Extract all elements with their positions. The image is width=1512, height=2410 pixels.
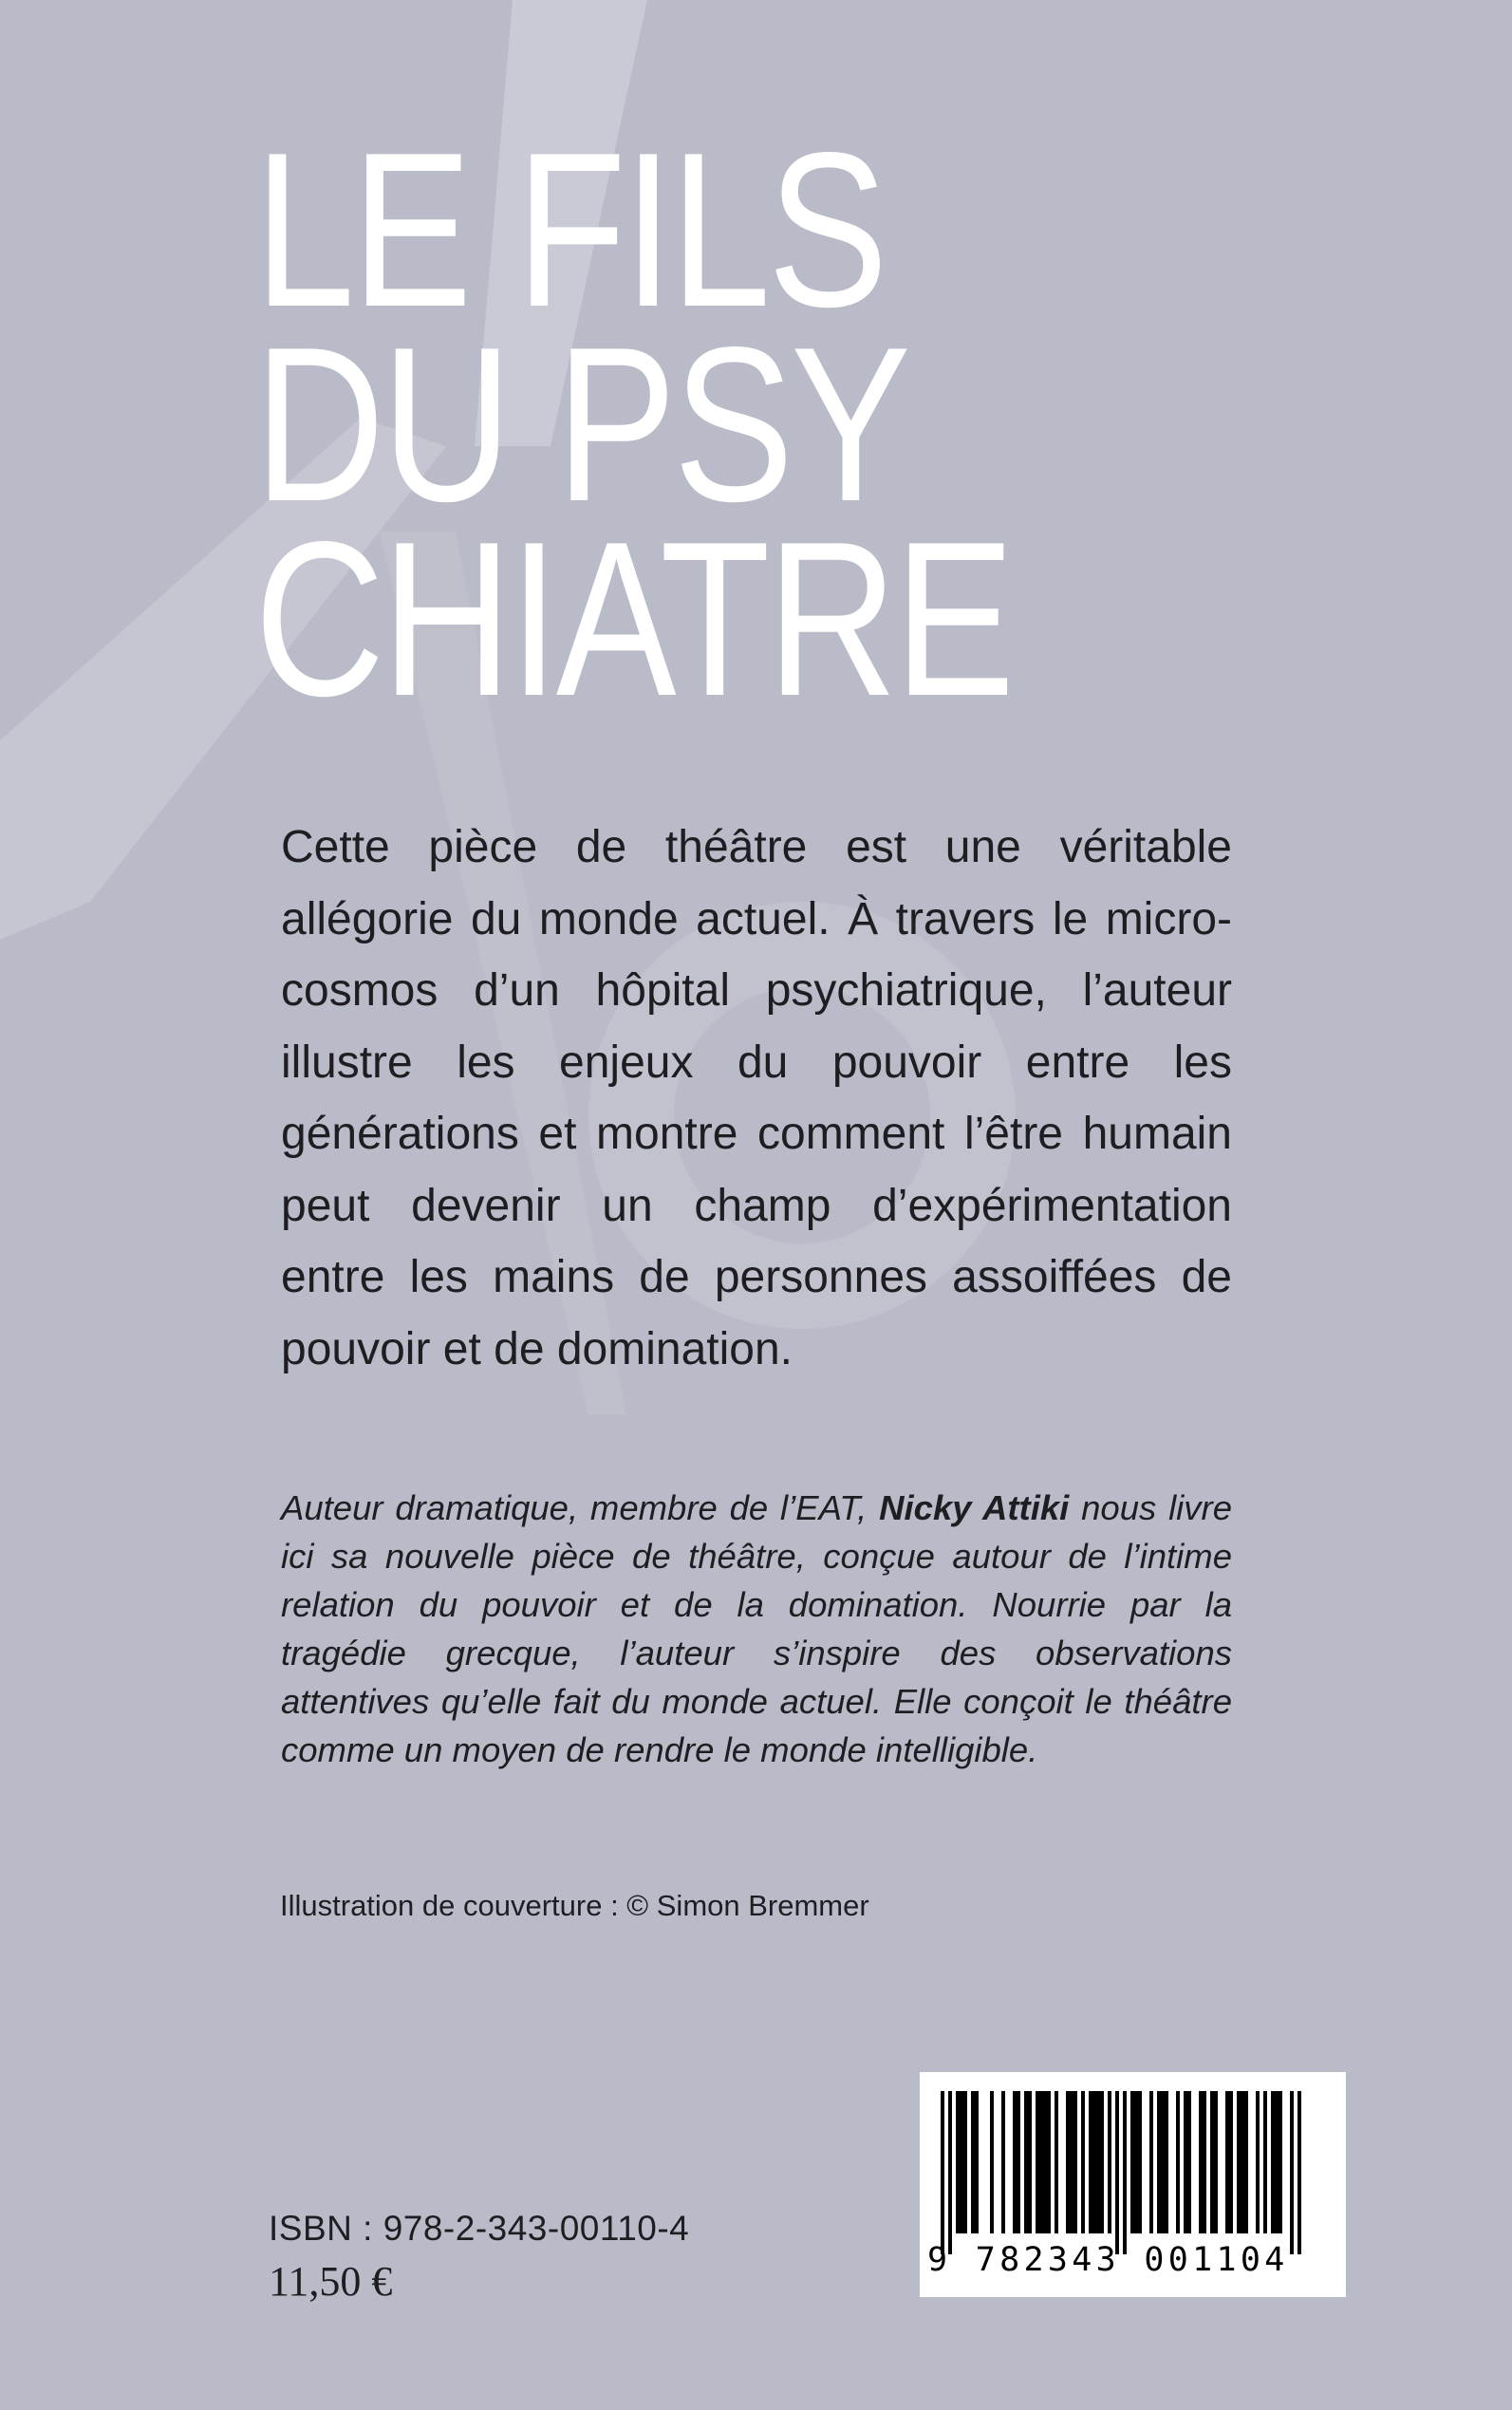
isbn: ISBN : 978-2-343-00110-4 <box>269 2209 690 2248</box>
barcode-bar <box>1176 2091 1180 2233</box>
cover-credit: Illustration de couverture : © Simon Bremmer <box>280 1889 869 1922</box>
barcode-bar <box>1115 2091 1119 2254</box>
barcode-bar <box>1275 2091 1279 2233</box>
book-summary: Cette pièce de théâtre est une véritable allégorie du monde actuel. À travers le micro-cosmos d’un hôpital psychiatrique, l’auteur illustre les enjeux du pouvoir entre les générations et montre comment l’être humain peut devenir un champ d’expérimentation entre les mains de personnes assoiffées de pouvoir et de domination. <box>281 822 1232 1374</box>
author-name: Nicky Attiki <box>879 1488 1070 1527</box>
barcode-bar <box>1028 2091 1032 2233</box>
barcode-bar <box>1214 2091 1218 2233</box>
bio-intro: Auteur dramatique, membre de l’EAT, <box>281 1488 880 1527</box>
barcode-bar <box>1225 2091 1229 2233</box>
barcode-bar <box>1066 2091 1070 2233</box>
barcode-bar <box>1161 2091 1165 2233</box>
barcode-bar <box>1187 2091 1191 2233</box>
barcode-bar <box>1024 2091 1028 2233</box>
barcode-bar <box>1089 2091 1092 2233</box>
barcode <box>920 2072 1346 2297</box>
barcode-bar <box>1210 2091 1214 2233</box>
barcode-bar <box>1138 2091 1142 2233</box>
barcode-bar <box>941 2091 944 2254</box>
barcode-bar <box>1203 2091 1206 2233</box>
barcode-bar <box>1036 2091 1039 2233</box>
barcode-bar <box>948 2091 952 2254</box>
title-line: LE FILS <box>254 107 886 353</box>
barcode-bar <box>956 2091 960 2233</box>
barcode-bar <box>1123 2091 1127 2254</box>
barcode-bar <box>960 2091 963 2233</box>
barcode-digits: 9 782343 001104 <box>927 2241 1289 2279</box>
barcode-bar <box>1157 2091 1161 2233</box>
author-bio <box>281 1484 1232 1774</box>
barcode-bar <box>1039 2091 1043 2233</box>
barcode-bar <box>1237 2091 1241 2233</box>
price: 11,50 € <box>269 2258 393 2305</box>
barcode-bar <box>1134 2091 1138 2233</box>
barcode-bar <box>1256 2091 1260 2233</box>
barcode-bar <box>975 2091 979 2233</box>
barcode-bar <box>1055 2091 1058 2233</box>
barcode-bar <box>1165 2091 1168 2233</box>
barcode-bar <box>1092 2091 1096 2233</box>
barcode-bar <box>1130 2091 1134 2233</box>
book-title <box>254 107 1012 742</box>
barcode-bar <box>1001 2091 1005 2233</box>
barcode-bar <box>1149 2091 1153 2233</box>
barcode-bar <box>1279 2091 1282 2233</box>
barcode-bar <box>1013 2091 1017 2233</box>
barcode-bar <box>990 2091 994 2233</box>
title-line: CHIATRE <box>254 496 1012 742</box>
barcode-bar <box>1096 2091 1100 2233</box>
barcode-bar <box>971 2091 975 2233</box>
barcode-bar <box>1290 2091 1294 2254</box>
barcode-bar <box>1073 2091 1077 2233</box>
bio-rest: nous livre ici sa nouvelle pièce de théâtre, conçue autour de l’intime relation du pouvoir et de la domination. Nourrie par la tragédie grecque, l’auteur s’inspire des observations attentives qu’elle fait du monde actuel. Elle conçoit le théâtre comme un moyen de rendre le monde intelligible. <box>281 1488 1232 1769</box>
barcode-bar <box>1241 2091 1244 2233</box>
barcode-bar <box>963 2091 967 2233</box>
barcode-bar <box>1244 2091 1248 2233</box>
barcode-bar <box>1100 2091 1104 2233</box>
barcode-bar <box>1271 2091 1275 2233</box>
barcode-bar <box>1081 2091 1085 2233</box>
barcode-bar <box>1043 2091 1047 2233</box>
barcode-bar <box>1263 2091 1267 2233</box>
barcode-bar <box>1184 2091 1187 2233</box>
barcode-bar <box>1229 2091 1233 2233</box>
barcode-bar <box>1297 2091 1301 2254</box>
barcode-bar <box>1199 2091 1203 2233</box>
barcode-bar <box>1017 2091 1020 2233</box>
title-line: DU PSY <box>254 302 908 548</box>
barcode-bar <box>1047 2091 1051 2233</box>
barcode-bar <box>1070 2091 1073 2233</box>
barcode-bar <box>1108 2091 1111 2233</box>
